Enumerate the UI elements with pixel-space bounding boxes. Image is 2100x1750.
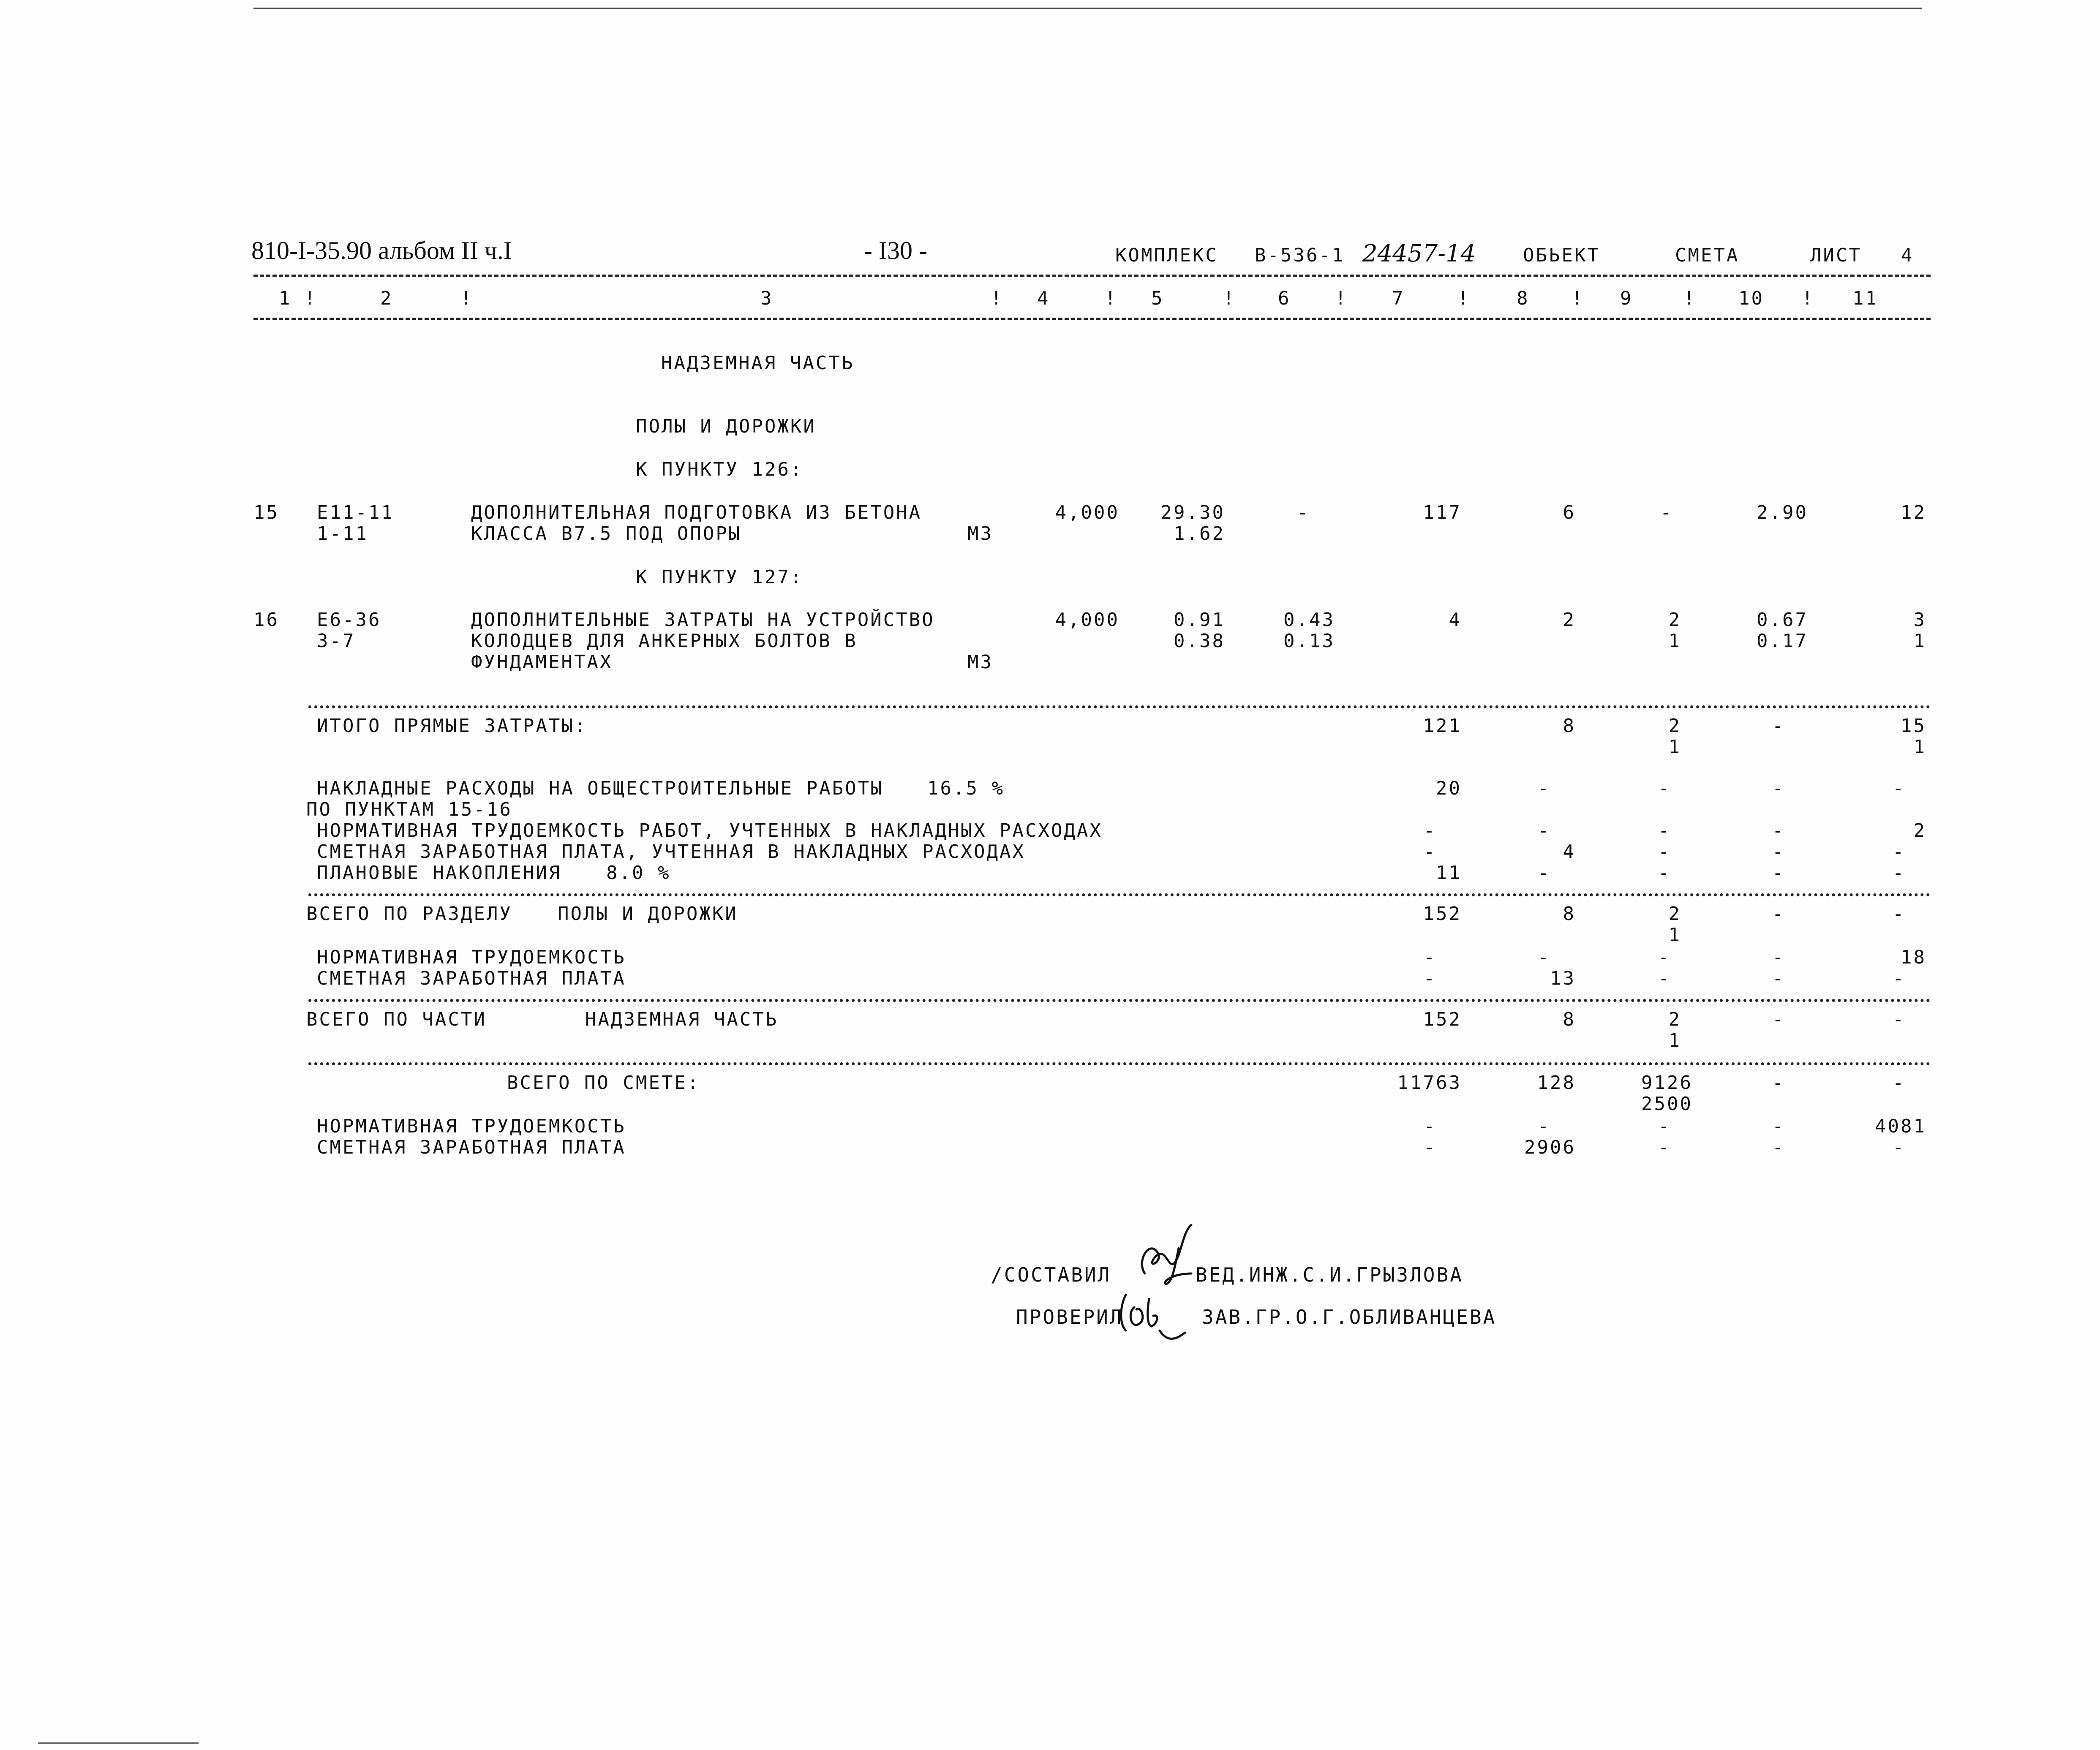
total-col7: - [1424, 820, 1437, 841]
row-label: НОРМАТИВНАЯ ТРУДОЕМКОСТЬ РАБОТ, УЧТЕННЫХ В НАКЛАДНЫХ РАСХОДАХ [317, 820, 1103, 841]
total-col9: - [1658, 947, 1671, 968]
total-col9: 2 [1668, 1009, 1681, 1030]
total-col9: - [1658, 841, 1671, 863]
total-col8: - [1538, 1116, 1551, 1137]
header-rule-top [253, 275, 1931, 277]
total-col10: - [1772, 968, 1785, 989]
total-col10: - [1772, 1116, 1785, 1137]
total-col8: 8 [1563, 715, 1576, 737]
total-col10: - [1772, 903, 1785, 925]
dotted-separator [308, 1062, 1931, 1065]
column-separator: ! [1335, 288, 1348, 309]
item-code: 1-11 [317, 523, 368, 544]
column-separator: ! [1802, 288, 1815, 309]
total-col7: 11763 [1397, 1072, 1462, 1094]
row-label: СМЕТНАЯ ЗАРАБОТНАЯ ПЛАТА [317, 1137, 626, 1158]
total-col11: - [1893, 903, 1906, 925]
column-separator: ! [460, 288, 474, 309]
total-col7: 121 [1423, 715, 1462, 737]
dotted-separator [308, 999, 1931, 1002]
item-col6: 0.43 [1283, 609, 1335, 631]
column-separator: ! [1105, 288, 1118, 309]
compiler-name: ВЕД.ИНЖ.С.И.ГРЫЗЛОВА [1196, 1263, 1463, 1286]
total-col8: - [1538, 947, 1551, 968]
item-col5: 0.38 [1174, 630, 1225, 652]
complex-code: В-536-1 [1255, 245, 1345, 266]
item-col10: 2.90 [1757, 502, 1808, 523]
header-rule-bottom [253, 318, 1931, 320]
item-number: 15 [253, 502, 279, 523]
total-col10: - [1772, 947, 1785, 968]
item-unit: М3 [967, 651, 993, 673]
total-col8: 2906 [1524, 1137, 1576, 1158]
column-separator: ! [1572, 288, 1585, 309]
compiler-signature [1132, 1223, 1200, 1286]
row-label: ПЛАНОВЫЕ НАКОПЛЕНИЯ [317, 862, 562, 884]
savings-rate: 8.0 % [606, 862, 671, 884]
row-label: ИТОГО ПРЯМЫЕ ЗАТРАТЫ: [317, 715, 588, 737]
total-col10: - [1772, 862, 1785, 884]
total-col9: 1 [1668, 736, 1681, 758]
item-col8: 2 [1563, 609, 1576, 631]
total-col7: 11 [1436, 862, 1462, 884]
item-quantity: 4,000 [1055, 609, 1119, 631]
row-label: НОРМАТИВНАЯ ТРУДОЕМКОСТЬ [317, 947, 626, 968]
total-col8: - [1538, 820, 1551, 841]
total-col9: 9126 [1641, 1072, 1693, 1094]
part-title: НАДЗЕМНАЯ ЧАСТЬ [661, 352, 855, 374]
item-col5: 0.91 [1174, 609, 1225, 631]
column-separator: ! [1457, 288, 1471, 309]
total-col7: - [1424, 947, 1437, 968]
item-unit: М3 [967, 523, 993, 544]
column-number: 3 [760, 288, 774, 309]
total-col8: 8 [1563, 903, 1576, 925]
total-col9: - [1658, 820, 1671, 841]
item-col5: 1.62 [1174, 523, 1225, 544]
total-col9: - [1658, 862, 1671, 884]
column-number: 11 [1852, 288, 1878, 309]
item-col10: 0.67 [1757, 609, 1808, 631]
item-col11: 12 [1901, 502, 1926, 523]
item-col6: 0.13 [1283, 630, 1335, 652]
column-number: 5 [1151, 288, 1164, 309]
sheet-number: 4 [1901, 245, 1914, 266]
total-col11: 15 [1901, 715, 1926, 737]
checked-label: ПРОВЕРИЛ [1016, 1306, 1123, 1328]
total-col10: - [1772, 820, 1785, 841]
sheet-label: ЛИСТ [1810, 245, 1862, 266]
total-col11: 2 [1913, 820, 1926, 841]
row-label: НАКЛАДНЫЕ РАСХОДЫ НА ОБЩЕСТРОИТЕЛЬНЫЕ РАБОТЫ [317, 778, 884, 799]
complex-handwritten-number: 24457-14 [1362, 240, 1476, 267]
total-col7: 152 [1423, 903, 1462, 925]
total-col11: - [1893, 1072, 1906, 1094]
column-separator: ! [304, 288, 317, 309]
object-label: ОБЬЕКТ [1523, 245, 1600, 266]
item-col9: 1 [1668, 630, 1681, 652]
total-col11: - [1893, 841, 1906, 863]
item-col7: 117 [1423, 502, 1462, 523]
item-code: Е11-11 [317, 502, 394, 523]
item-reference: К ПУНКТУ 126: [636, 459, 804, 480]
total-col7: - [1424, 968, 1437, 989]
compiled-label: /СОСТАВИЛ [991, 1263, 1111, 1286]
bottom-edge-line [38, 1742, 199, 1744]
item-col8: 6 [1563, 502, 1576, 523]
total-col8: - [1538, 862, 1551, 884]
total-col11: - [1893, 1009, 1906, 1030]
total-col10: - [1772, 1072, 1785, 1094]
item-col6: - [1297, 502, 1310, 523]
item-col5: 29.30 [1160, 502, 1225, 523]
item-quantity: 4,000 [1055, 502, 1119, 523]
column-number: 7 [1392, 288, 1405, 309]
item-col11: 1 [1913, 630, 1926, 652]
overhead-rate: 16.5 % [927, 778, 1005, 799]
dotted-separator [308, 705, 1931, 708]
total-col8: - [1538, 778, 1551, 799]
complex-label: КОМПЛЕКС [1115, 245, 1218, 266]
total-col7: - [1424, 1137, 1437, 1158]
item-col11: 3 [1913, 609, 1926, 631]
total-col8: 4 [1563, 841, 1576, 863]
column-number: 10 [1738, 288, 1764, 309]
total-col10: - [1772, 1137, 1785, 1158]
row-label: НОРМАТИВНАЯ ТРУДОЕМКОСТЬ [317, 1116, 626, 1137]
column-number: 2 [380, 288, 393, 309]
total-col9: - [1658, 778, 1671, 799]
column-separator: ! [1683, 288, 1697, 309]
total-col9: 1 [1668, 1030, 1681, 1051]
total-col7: 20 [1436, 778, 1462, 799]
item-description: КОЛОДЦЕВ ДЛЯ АНКЕРНЫХ БОЛТОВ В [471, 630, 858, 652]
column-number: 6 [1278, 288, 1291, 309]
item-code: 3-7 [317, 630, 356, 652]
total-col11: - [1893, 1137, 1906, 1158]
total-col10: - [1772, 778, 1785, 799]
total-col8: 128 [1537, 1072, 1576, 1094]
item-code: Е6-36 [317, 609, 381, 631]
column-separator: ! [1223, 288, 1236, 309]
item-col9: - [1660, 502, 1673, 523]
column-number: 1 [279, 288, 292, 309]
total-col11: - [1893, 862, 1906, 884]
item-number: 16 [253, 609, 279, 631]
total-col9: 2 [1668, 903, 1681, 925]
dotted-separator [308, 893, 1931, 896]
item-description: ДОПОЛНИТЕЛЬНЫЕ ЗАТРАТЫ НА УСТРОЙСТВО [471, 609, 935, 631]
page-number: - I30 - [864, 237, 927, 264]
item-description: ФУНДАМЕНТАХ [471, 651, 613, 673]
row-label: ВСЕГО ПО СМЕТЕ: [507, 1072, 700, 1094]
item-reference: К ПУНКТУ 127: [636, 566, 804, 588]
total-col9: 2 [1668, 715, 1681, 737]
row-label: СМЕТНАЯ ЗАРАБОТНАЯ ПЛАТА, УЧТЕННАЯ В НАКЛАДНЫХ РАСХОДАХ [317, 841, 1025, 863]
total-col8: 13 [1550, 968, 1576, 989]
row-label: ВСЕГО ПО ЧАСТИ [306, 1009, 487, 1030]
top-edge-line [253, 8, 1922, 9]
total-col10: - [1772, 1009, 1785, 1030]
column-number: 9 [1620, 288, 1633, 309]
row-label: ВСЕГО ПО РАЗДЕЛУ [306, 903, 512, 925]
column-number: 4 [1037, 288, 1050, 309]
total-col11: 1 [1913, 736, 1926, 758]
total-col11: - [1893, 968, 1906, 989]
checker-signature [1117, 1290, 1189, 1345]
total-col8: 8 [1563, 1009, 1576, 1030]
total-col9: - [1658, 1137, 1671, 1158]
doc-code: 810-I-35.90 альбом II ч.I [251, 237, 512, 264]
column-separator: ! [991, 288, 1004, 309]
total-col11: 4081 [1875, 1116, 1926, 1137]
total-col11: 18 [1901, 947, 1926, 968]
total-col11: - [1893, 778, 1906, 799]
item-col9: 2 [1668, 609, 1681, 631]
total-col9: - [1658, 1116, 1671, 1137]
part-name: НАДЗЕМНАЯ ЧАСТЬ [585, 1009, 779, 1030]
total-col10: - [1772, 715, 1785, 737]
section-title: ПОЛЫ И ДОРОЖКИ [636, 416, 816, 437]
total-col10: - [1772, 841, 1785, 863]
estimate-label: СМЕТА [1675, 245, 1740, 266]
row-label: СМЕТНАЯ ЗАРАБОТНАЯ ПЛАТА [317, 968, 626, 989]
item-description: ДОПОЛНИТЕЛЬНАЯ ПОДГОТОВКА ИЗ БЕТОНА [471, 502, 922, 523]
column-number: 8 [1517, 288, 1530, 309]
total-col7: 152 [1423, 1009, 1462, 1030]
item-description: КЛАССА В7.5 ПОД ОПОРЫ [471, 523, 742, 544]
section-name: ПОЛЫ И ДОРОЖКИ [558, 903, 738, 925]
total-col7: - [1424, 841, 1437, 863]
checker-name: ЗАВ.ГР.О.Г.ОБЛИВАНЦЕВА [1202, 1306, 1497, 1328]
total-col7: - [1424, 1116, 1437, 1137]
item-col10: 0.17 [1757, 630, 1808, 652]
total-col9: 1 [1668, 924, 1681, 946]
total-col9: 2500 [1641, 1093, 1693, 1115]
overhead-items: ПО ПУНКТАМ 15-16 [306, 799, 512, 820]
item-col7: 4 [1449, 609, 1462, 631]
total-col9: - [1658, 968, 1671, 989]
